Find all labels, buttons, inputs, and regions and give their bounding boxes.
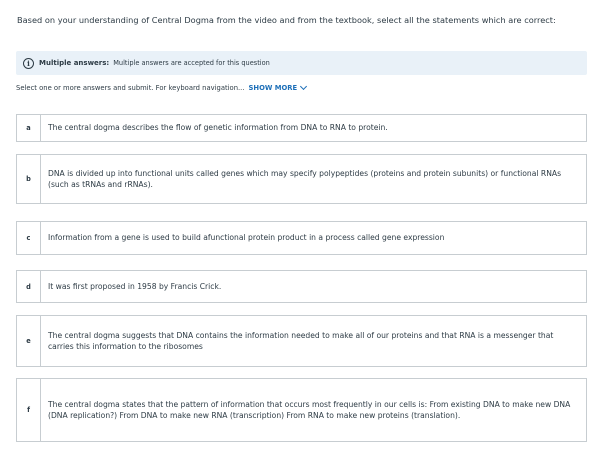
option-letter: a [17,115,41,141]
show-more-label: SHOW MORE [248,84,298,92]
option-letter: b [17,155,41,203]
answer-option-e[interactable] [16,315,587,367]
chevron-down-icon [300,83,307,90]
option-text: The central dogma describes the flow of genetic information from DNA to RNA to protein. [48,123,388,133]
multiple-answers-banner [16,51,587,75]
option-letter: d [17,271,41,302]
option-text: It was first proposed in 1958 by Francis Crick. [48,281,222,291]
option-text: DNA is divided up into functional units called genes which may specify polypeptides (proteins and protein subunits) or functional RNAs (such as tRNAs and rRNAs). [48,168,562,189]
show-more-button[interactable] [249,84,307,92]
instruction-line [16,84,306,92]
banner-title: Multiple answers: [39,59,110,67]
option-text: The central dogma suggests that DNA contains the information needed to make all of our proteins and that RNA is a messenger that carries this information to the ribosomes [48,330,554,351]
option-letter: f [17,379,41,441]
option-letter: c [17,222,41,254]
option-text: Information from a gene is used to build afunctional protein product in a process called gene expression [48,233,445,243]
info-icon: i [23,58,34,69]
answer-option-d[interactable] [16,270,587,303]
option-text: The central dogma states that the pattern of information that occurs most frequently in our cells is: From existing DNA to make new DNA (DNA replication?) From DNA to make new RNA (transcription) From RNA to make new proteins (translation). [48,399,571,420]
answer-option-f[interactable] [16,378,587,442]
answer-option-a[interactable] [16,114,587,142]
banner-text: Multiple answers are accepted for this question [113,59,270,67]
answer-option-b[interactable] [16,154,587,204]
instruction-text: Select one or more answers and submit. For keyboard navigation... [16,84,245,92]
option-letter: e [17,316,41,366]
question-prompt: Based on your understanding of Central Dogma from the video and from the textbook, select all the statements which are correct: [17,15,556,25]
answer-option-c[interactable] [16,221,587,255]
